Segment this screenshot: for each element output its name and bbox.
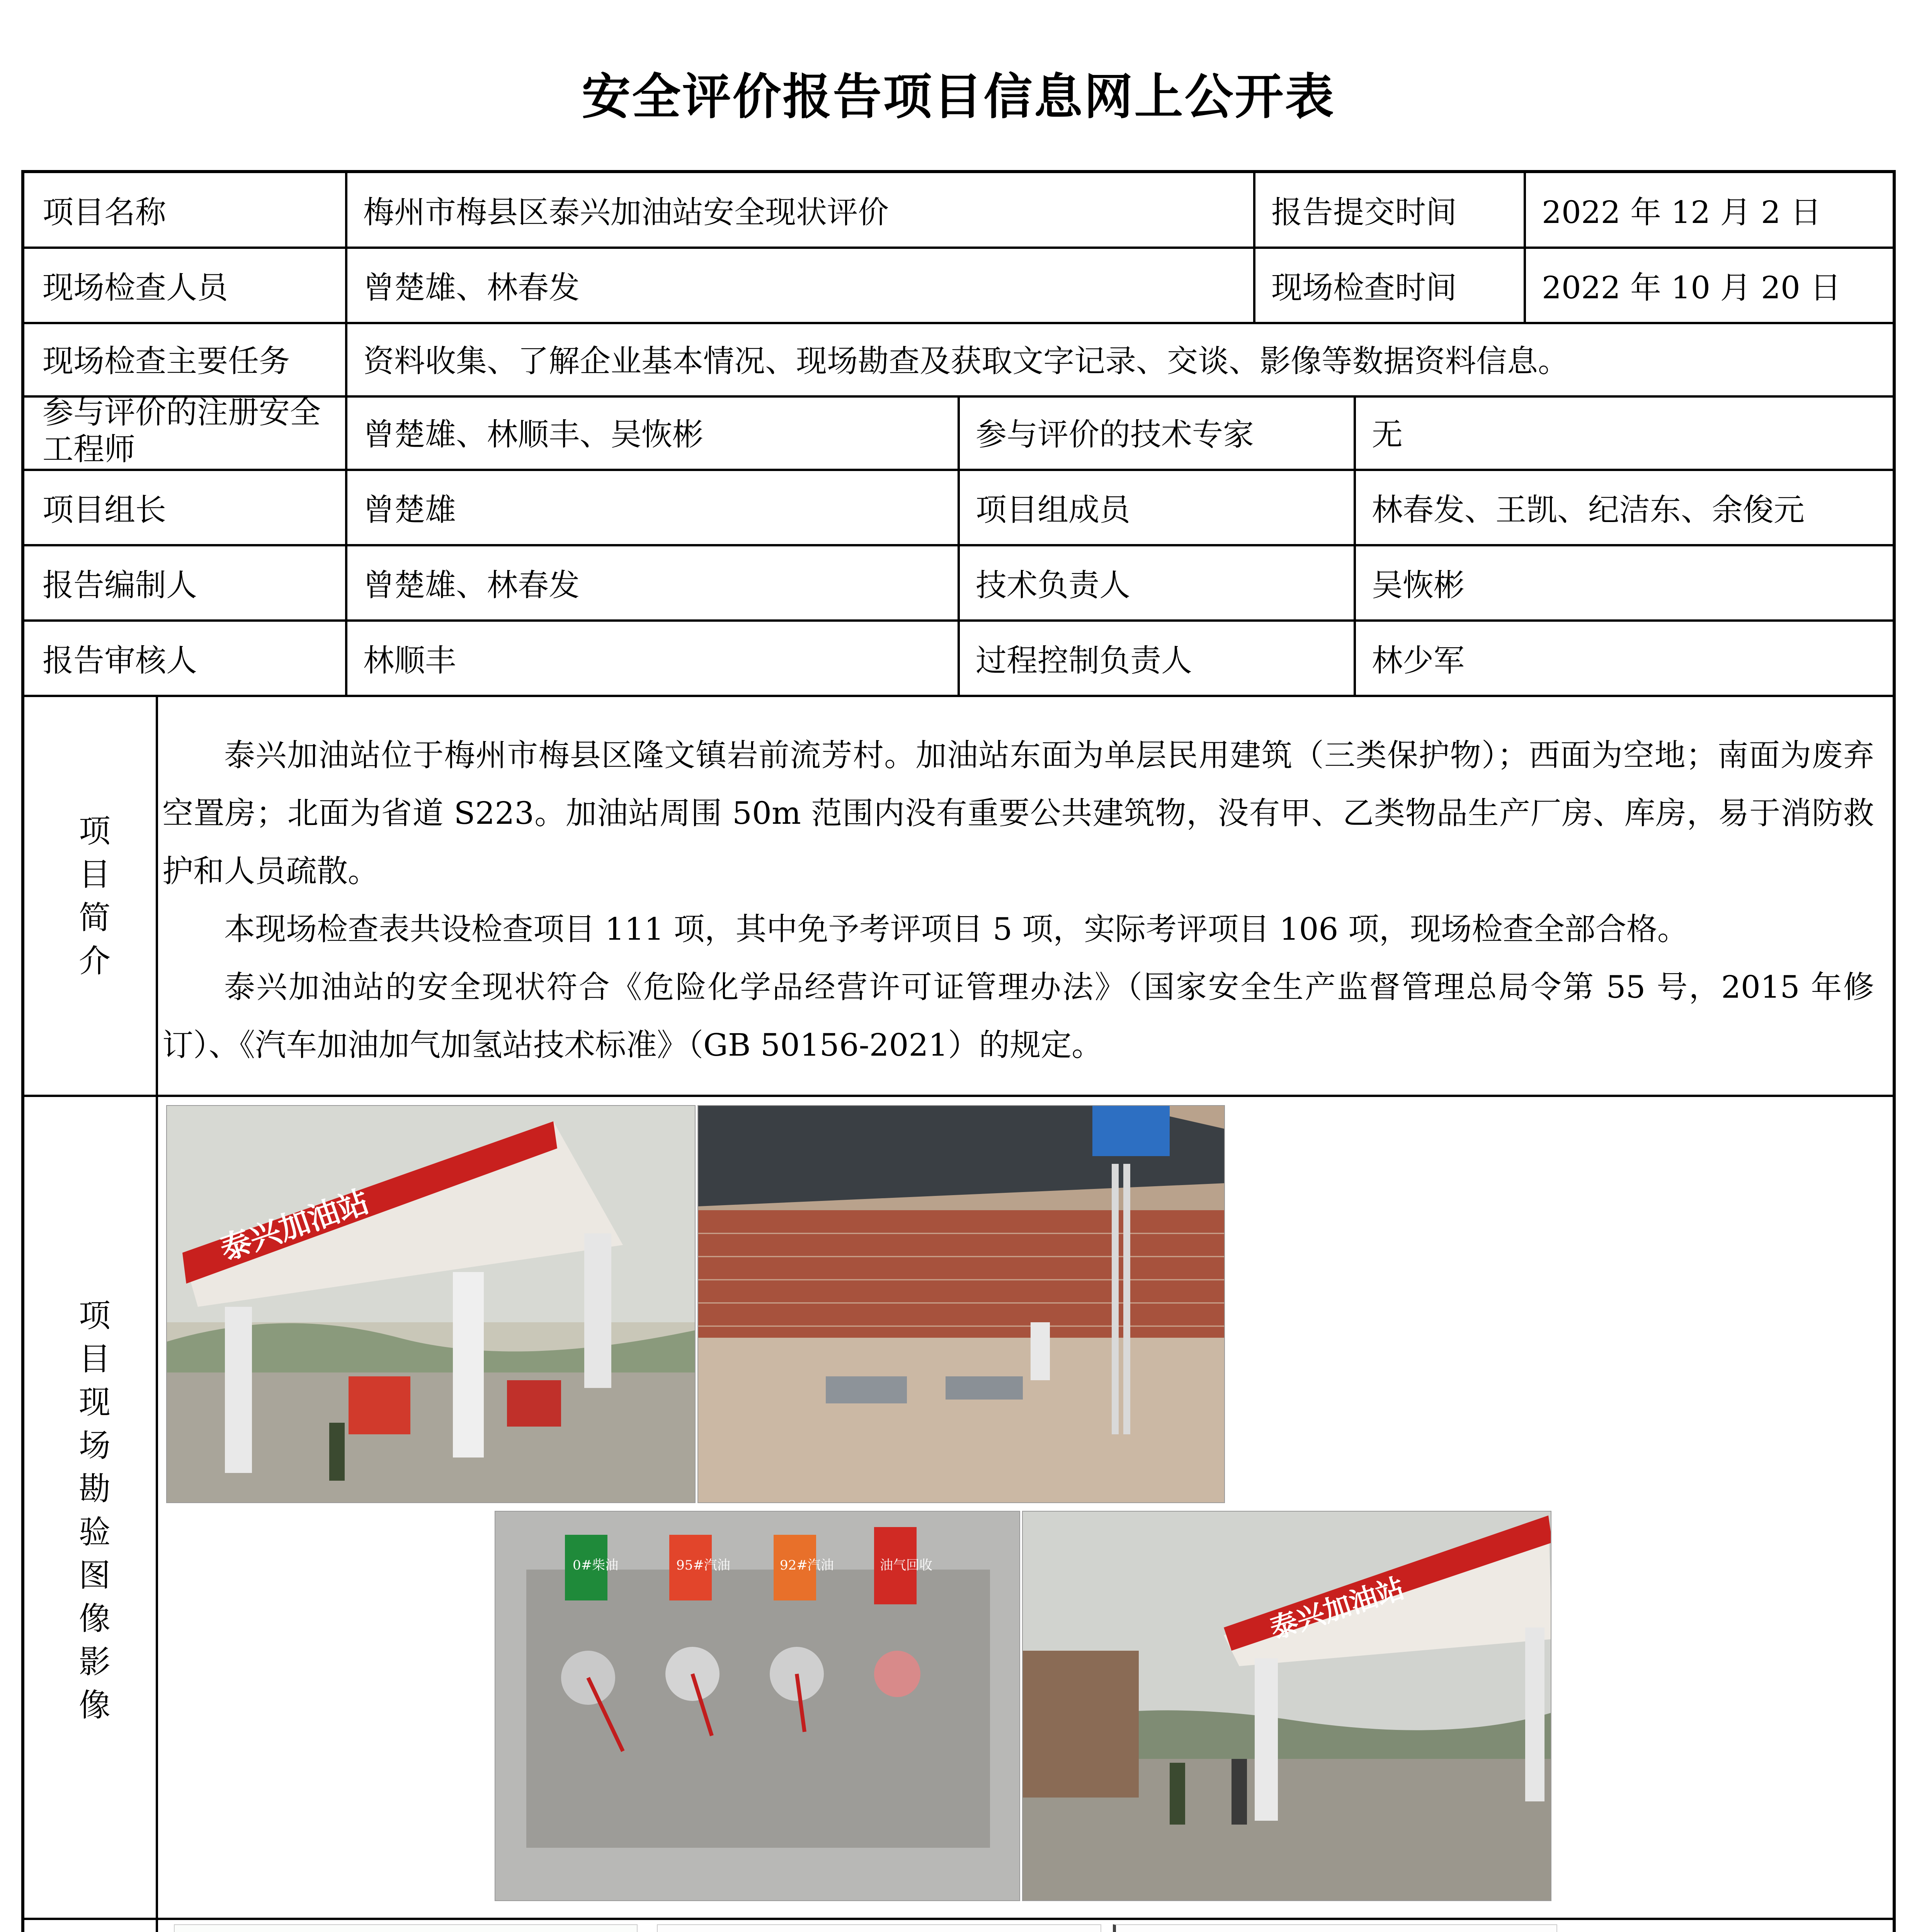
report-pages-label: [64, 1917, 126, 1932]
fuel-label-recovery: 油气回收: [880, 1558, 932, 1573]
fuel-label-92: 92#汽油: [780, 1558, 834, 1573]
station-photo-1-image: [167, 1106, 696, 1503]
tasks-label: 现场检查主要任务: [43, 343, 290, 379]
engineers: 曾楚雄、林顺丰、吴恢彬: [363, 417, 703, 452]
page-title: 安全评价报告项目信息网上公开表: [582, 68, 1335, 125]
fuel-label-95: 95#汽油: [676, 1558, 730, 1573]
leader-label: 项目组长: [43, 492, 166, 528]
station-sign-text-2: 泰兴加油站: [1266, 1571, 1408, 1646]
editor-label: 报告编制人: [43, 567, 197, 603]
process-label: 过程控制负责人: [976, 643, 1192, 679]
inspect-time-label: 现场检查时间: [1271, 270, 1457, 306]
inspect-time: 2022 年 10 月 20 日: [1542, 270, 1841, 306]
members-label: 项目组成员: [976, 492, 1130, 528]
process: 林少军: [1372, 643, 1465, 679]
intro-text: [162, 726, 1874, 1074]
report-conclusion-page: [1113, 1924, 1557, 1932]
fuel-label-0: 0#柴油: [573, 1558, 619, 1573]
reviewer-label: 报告审核人: [43, 643, 197, 679]
engineers-label: 参与评价的注册安全工程师: [43, 395, 321, 467]
editor: 曾楚雄、林春发: [363, 567, 580, 603]
experts: 无: [1372, 417, 1403, 452]
report-staff-page: [657, 1924, 1101, 1932]
tank-area-photo: [697, 1105, 1225, 1503]
submit-time: 2022 年 12 月 2 日: [1542, 194, 1822, 230]
project-name: 梅州市梅县区泰兴加油站安全现状评价: [363, 194, 889, 230]
inspectors: 曾楚雄、林春发: [363, 270, 580, 306]
station-photo-1: [166, 1105, 696, 1503]
experts-label: 参与评价的技术专家: [976, 417, 1254, 452]
project-name-label: 项目名称: [43, 194, 166, 230]
submit-time-label: 报告提交时间: [1271, 194, 1457, 230]
intro-paragraph-3: 泰兴加油站的安全现状符合《危险化学品经营许可证管理办法》（国家安全生产监督管理总局令第 55 号，2015 年修订）、《汽车加油加气加氢站技术标准》（GB 50156-2021）的规定。: [162, 969, 1874, 1063]
report-cover-page: [174, 1924, 638, 1932]
station-photo-2: [1022, 1511, 1551, 1901]
fuel-valves-photo: [495, 1511, 1020, 1901]
intro-paragraph-1: 泰兴加油站位于梅州市梅县区隆文镇岩前流芳村。加油站东面为单层民用建筑（三类保护物）；西面为空地；南面为废弃空置房；北面为省道 S223。加油站周围 50m 范围内没有重要公共建筑物，没有甲、乙类物品生产厂房、库房，易于消防救护和人员疏散。: [162, 737, 1874, 889]
reviewer: 林顺丰: [363, 643, 456, 679]
tasks: 资料收集、了解企业基本情况、现场勘查及获取文字记录、交谈、影像等数据资料信息。: [363, 343, 1569, 379]
inspectors-label: 现场检查人员: [43, 270, 228, 306]
tech-label: 技术负责人: [976, 567, 1130, 603]
leader: 曾楚雄: [363, 492, 456, 528]
tech: 吴恢彬: [1372, 567, 1465, 603]
intro-label: 项目简介: [78, 813, 111, 980]
station-sign-text: 泰兴加油站: [215, 1182, 374, 1267]
members: 林春发、王凯、纪洁东、余俊元: [1372, 492, 1805, 528]
intro-paragraph-2: 本现场检查表共设检查项目 111 项，其中免予考评项目 5 项，实际考评项目 106 项，现场检查全部合格。: [224, 911, 1688, 947]
photos-label: 项目现场勘验图像影像: [78, 1298, 111, 1724]
